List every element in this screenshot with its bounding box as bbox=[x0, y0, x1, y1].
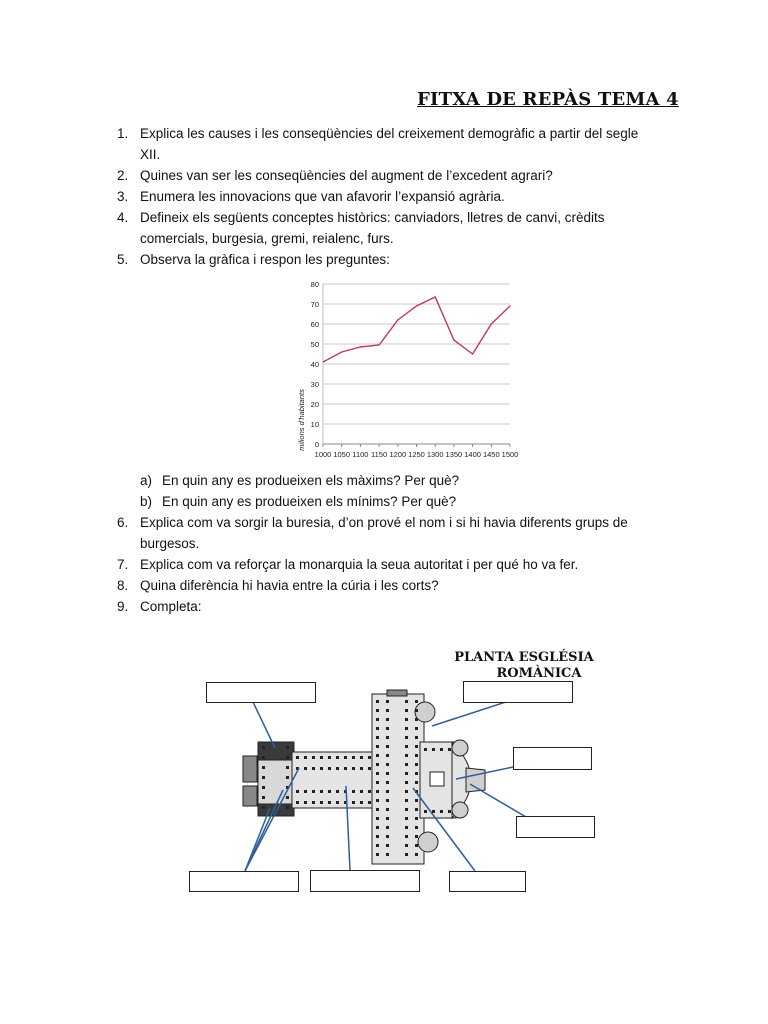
pillar bbox=[415, 718, 418, 721]
pillar bbox=[405, 826, 408, 829]
question-number: 7. bbox=[117, 557, 129, 572]
pillar bbox=[312, 767, 315, 770]
pillar bbox=[360, 801, 363, 804]
y-tick-label: 50 bbox=[310, 340, 319, 349]
answer-box-top-left[interactable] bbox=[206, 682, 316, 703]
pillar bbox=[415, 781, 418, 784]
pillar bbox=[376, 835, 379, 838]
pillar bbox=[360, 756, 363, 759]
pillar bbox=[296, 801, 299, 804]
pillar bbox=[328, 767, 331, 770]
pillar bbox=[415, 736, 418, 739]
pillar bbox=[405, 817, 408, 820]
pillar bbox=[424, 748, 427, 751]
pillar bbox=[405, 853, 408, 856]
pillar bbox=[296, 790, 299, 793]
pillar bbox=[368, 756, 371, 759]
x-tick-label: 1000 bbox=[314, 450, 332, 459]
question-text: Explica les causes i les conseqüències del creixement demogràfic a partir del segle bbox=[140, 126, 639, 141]
subquestion-text: En quin any es produeixen els màxims? Per què? bbox=[162, 473, 460, 488]
pillar bbox=[262, 766, 265, 769]
pillar bbox=[368, 767, 371, 770]
pillar bbox=[286, 746, 289, 749]
y-tick-label: 40 bbox=[310, 360, 319, 369]
x-tick-label: 1150 bbox=[371, 450, 388, 459]
x-tick-label: 1450 bbox=[482, 450, 500, 459]
pillar bbox=[328, 756, 331, 759]
pillar bbox=[448, 810, 451, 813]
pillar bbox=[405, 709, 408, 712]
pillar bbox=[405, 790, 408, 793]
pillar bbox=[376, 817, 379, 820]
apse-chapel-4 bbox=[452, 802, 468, 818]
question-text: burgesos. bbox=[140, 536, 200, 551]
pillar bbox=[296, 756, 299, 759]
axial-chapel bbox=[466, 768, 485, 792]
question-text: Enumera les innovacions que van afavorir l’expansió agrària. bbox=[140, 189, 505, 204]
pillar bbox=[320, 801, 323, 804]
pillar bbox=[386, 772, 389, 775]
pillar bbox=[432, 748, 435, 751]
answer-box-right-2[interactable] bbox=[516, 816, 595, 838]
pillar bbox=[386, 745, 389, 748]
pillar bbox=[415, 754, 418, 757]
pillar bbox=[304, 767, 307, 770]
pillar bbox=[376, 799, 379, 802]
pillar bbox=[415, 709, 418, 712]
x-tick-label: 1100 bbox=[352, 450, 369, 459]
pillar bbox=[405, 835, 408, 838]
pillar bbox=[415, 772, 418, 775]
x-tick-label: 1200 bbox=[389, 450, 407, 459]
pillar bbox=[376, 709, 379, 712]
y-tick-label: 80 bbox=[310, 280, 319, 289]
question-number: 6. bbox=[117, 515, 129, 530]
page-title: FITXA DE REPÀS TEMA 4 bbox=[417, 89, 679, 110]
pillar bbox=[415, 817, 418, 820]
nave bbox=[292, 752, 376, 808]
pillar bbox=[405, 736, 408, 739]
pillar bbox=[386, 700, 389, 703]
pillar bbox=[405, 799, 408, 802]
pillar bbox=[405, 772, 408, 775]
pillar bbox=[304, 790, 307, 793]
pillar bbox=[262, 796, 265, 799]
question-text: Explica com va sorgir la buresia, d’on prové el nom i si hi havia diferents grups de bbox=[140, 515, 628, 530]
subquestion-letter: b) bbox=[140, 494, 153, 509]
answer-box-bottom-1[interactable] bbox=[189, 871, 299, 892]
pillar bbox=[286, 806, 289, 809]
pillar bbox=[376, 754, 379, 757]
pillar bbox=[386, 853, 389, 856]
pillar bbox=[352, 790, 355, 793]
pillar bbox=[376, 763, 379, 766]
pillar bbox=[304, 801, 307, 804]
question-number: 1. bbox=[117, 126, 129, 141]
x-tick-label: 1050 bbox=[333, 450, 351, 459]
pillar bbox=[376, 772, 379, 775]
x-tick-label: 1400 bbox=[464, 450, 481, 459]
pillar bbox=[405, 700, 408, 703]
pillar bbox=[286, 766, 289, 769]
pillar bbox=[336, 756, 339, 759]
pillar bbox=[344, 756, 347, 759]
crossing-altar bbox=[430, 772, 444, 786]
pillar bbox=[262, 806, 265, 809]
pillar bbox=[304, 756, 307, 759]
pillar bbox=[368, 790, 371, 793]
pillar bbox=[360, 767, 363, 770]
pillar bbox=[386, 808, 389, 811]
y-tick-label: 30 bbox=[310, 380, 319, 389]
pillar bbox=[386, 763, 389, 766]
leader-line bbox=[253, 702, 275, 748]
north-porch bbox=[387, 690, 407, 696]
pillar bbox=[405, 718, 408, 721]
question-text: Observa la gràfica i respon les preguntes: bbox=[140, 252, 390, 267]
pillar bbox=[286, 756, 289, 759]
pillar bbox=[376, 808, 379, 811]
pillar bbox=[405, 745, 408, 748]
west-porch bbox=[243, 756, 257, 782]
question-text: comercials, burgesia, gremi, reialenc, furs. bbox=[140, 231, 394, 246]
pillar bbox=[376, 727, 379, 730]
question-text: Quina diferència hi havia entre la cúria i les corts? bbox=[140, 578, 439, 593]
subquestion-letter: a) bbox=[140, 473, 153, 488]
pillar bbox=[405, 781, 408, 784]
question-number: 2. bbox=[117, 168, 129, 183]
plan-title bbox=[454, 650, 594, 682]
answer-box-bottom-3[interactable] bbox=[449, 871, 526, 892]
question-number: 5. bbox=[117, 252, 129, 267]
x-tick-label: 1500 bbox=[501, 450, 519, 459]
pillar bbox=[352, 767, 355, 770]
pillar bbox=[352, 801, 355, 804]
pillar bbox=[360, 790, 363, 793]
pillar bbox=[405, 763, 408, 766]
pillar bbox=[415, 700, 418, 703]
pillar bbox=[262, 776, 265, 779]
y-tick-label: 10 bbox=[310, 420, 319, 429]
question-text: Defineix els següents conceptes històrics: canviadors, lletres de canvi, crèdits bbox=[140, 210, 605, 225]
pillar bbox=[440, 748, 443, 751]
pillar bbox=[415, 799, 418, 802]
pillar bbox=[405, 808, 408, 811]
y-tick-label: 20 bbox=[310, 400, 319, 409]
question-number: 9. bbox=[117, 599, 129, 614]
leader-line bbox=[432, 701, 509, 726]
pillar bbox=[368, 801, 371, 804]
question-number: 3. bbox=[117, 189, 129, 204]
pillar bbox=[320, 767, 323, 770]
pillar bbox=[415, 745, 418, 748]
pillar bbox=[440, 810, 443, 813]
pillar bbox=[376, 790, 379, 793]
pillar bbox=[312, 756, 315, 759]
pillar bbox=[376, 844, 379, 847]
pillar bbox=[386, 736, 389, 739]
x-tick-label: 1350 bbox=[445, 450, 463, 459]
answer-box-right-1[interactable] bbox=[513, 747, 592, 770]
pillar bbox=[432, 810, 435, 813]
subquestion-text: En quin any es produeixen els mínims? Per què? bbox=[162, 494, 457, 509]
pillar bbox=[286, 776, 289, 779]
pillar bbox=[376, 745, 379, 748]
pillar bbox=[312, 801, 315, 804]
pillar bbox=[320, 790, 323, 793]
pillar bbox=[386, 781, 389, 784]
y-tick-label: 0 bbox=[314, 440, 319, 449]
pillar bbox=[336, 801, 339, 804]
pillar bbox=[448, 748, 451, 751]
pillar bbox=[386, 727, 389, 730]
pillar bbox=[376, 853, 379, 856]
plan-title-line-1: PLANTA ESGLÉSIA bbox=[454, 650, 594, 665]
apse-chapel-3 bbox=[452, 740, 468, 756]
pillar bbox=[415, 835, 418, 838]
church-plan bbox=[243, 690, 485, 864]
west-porch-lower bbox=[243, 786, 257, 806]
answer-box-top-right[interactable] bbox=[463, 681, 573, 703]
pillar bbox=[336, 790, 339, 793]
pillar bbox=[262, 786, 265, 789]
question-text: Explica com va reforçar la monarquia la seua autoritat i per qué ho va fer. bbox=[140, 557, 579, 572]
pillar bbox=[320, 756, 323, 759]
pillar bbox=[376, 736, 379, 739]
y-tick-label: 60 bbox=[310, 320, 319, 329]
y-tick-label: 70 bbox=[310, 300, 319, 309]
y-axis-label: milions d’habitants bbox=[297, 389, 306, 451]
plan-title-line-2: ROMÀNICA bbox=[496, 666, 582, 681]
pillar bbox=[415, 727, 418, 730]
pillar bbox=[386, 799, 389, 802]
pillar bbox=[386, 790, 389, 793]
x-tick-label: 1250 bbox=[408, 450, 425, 459]
pillar bbox=[376, 826, 379, 829]
pillar bbox=[386, 709, 389, 712]
question-number: 8. bbox=[117, 578, 129, 593]
pillar bbox=[386, 817, 389, 820]
pillar bbox=[386, 835, 389, 838]
pillar bbox=[415, 844, 418, 847]
pillar bbox=[386, 826, 389, 829]
pillar bbox=[376, 718, 379, 721]
apse-chapel-2 bbox=[418, 832, 438, 852]
pillar bbox=[376, 700, 379, 703]
pillar bbox=[336, 767, 339, 770]
question-number: 4. bbox=[117, 210, 129, 225]
pillar bbox=[376, 781, 379, 784]
pillar bbox=[415, 808, 418, 811]
pillar bbox=[286, 796, 289, 799]
pillar bbox=[262, 756, 265, 759]
question-text: Completa: bbox=[140, 599, 202, 614]
pillar bbox=[344, 767, 347, 770]
pillar bbox=[312, 790, 315, 793]
pillar bbox=[415, 826, 418, 829]
pillar bbox=[262, 746, 265, 749]
pillar bbox=[386, 844, 389, 847]
pillar bbox=[386, 718, 389, 721]
pillar bbox=[415, 853, 418, 856]
pillar bbox=[328, 790, 331, 793]
pillar bbox=[352, 756, 355, 759]
pillar bbox=[424, 810, 427, 813]
pillar bbox=[386, 754, 389, 757]
pillar bbox=[328, 801, 331, 804]
leader-line bbox=[470, 784, 526, 817]
answer-box-bottom-2[interactable] bbox=[310, 870, 420, 892]
pillar bbox=[405, 727, 408, 730]
question-text: Quines van ser les conseqüències del augment de l’excedent agrari? bbox=[140, 168, 553, 183]
pillar bbox=[405, 754, 408, 757]
question-text: XII. bbox=[140, 147, 161, 162]
pillar bbox=[415, 763, 418, 766]
x-tick-label: 1300 bbox=[426, 450, 444, 459]
pillar bbox=[405, 844, 408, 847]
